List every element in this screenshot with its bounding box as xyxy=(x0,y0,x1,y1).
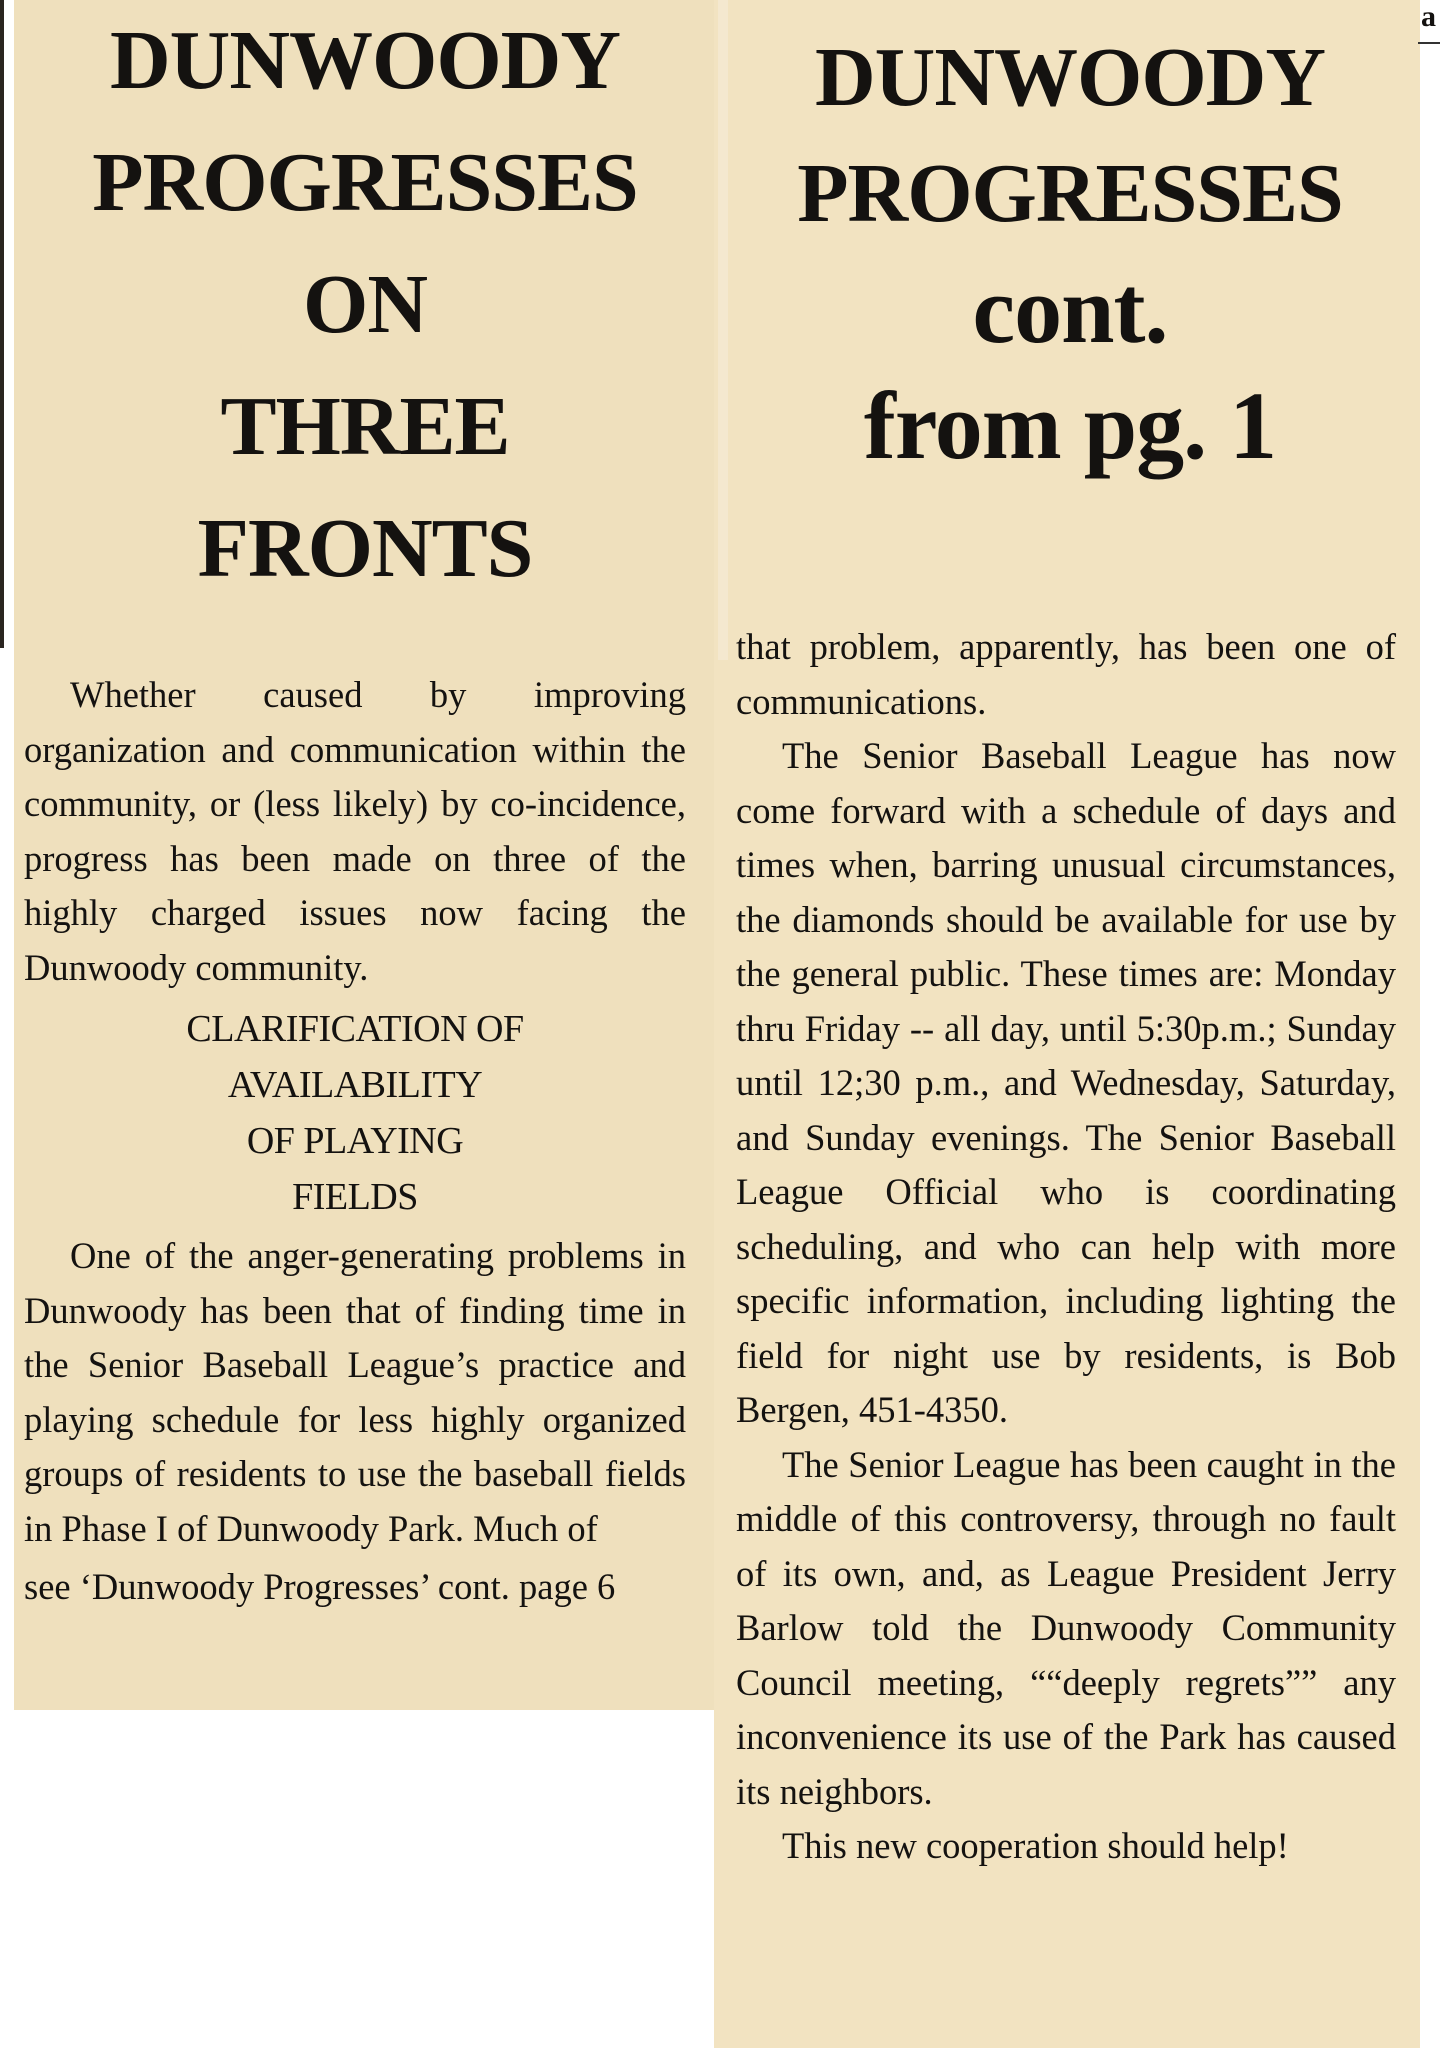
corner-rule xyxy=(1418,42,1440,44)
left-headline xyxy=(20,0,710,610)
closing-paragraph: This new cooperation should help! xyxy=(782,1825,1289,1866)
headline-line: ON xyxy=(303,258,427,351)
intro-paragraph: Whether caused by improving organization and communication within the community, or (less likely) by co-incidence, progress has been made on three of the highly charged issues now facing the Dunwoody community. xyxy=(24,674,686,988)
subhead-line: FIELDS xyxy=(292,1176,418,1218)
headline-line: FRONTS xyxy=(197,502,533,595)
continuation-note: see ‘Dunwoody Progresses’ cont. page 6 xyxy=(24,1566,616,1607)
section-subhead xyxy=(24,1001,686,1225)
right-headline xyxy=(730,20,1410,484)
subhead-line: AVAILABILITY xyxy=(227,1064,483,1106)
body-paragraph: The Senior League has been caught in the middle of this controversy, through no fault of its own, and, as League President Jerry Barlow told the Dunwoody Community Council meeting, ““deeply regrets”” any inconvenience its use of the Park has caused its neighbors. xyxy=(736,1443,1396,1812)
subhead-line: CLARIFICATION OF xyxy=(186,1008,524,1050)
continued-paragraph: that problem, apparently, has been one of communications. xyxy=(736,626,1396,722)
left-margin-rule xyxy=(0,0,4,648)
corner-letter: a xyxy=(1421,0,1436,33)
body-paragraph: The Senior Baseball League has now come forward with a schedule of days and times when, barring unusual circumstances, the diamonds should be available for use by the general public. These times are: Monday thru Friday -- all day, until 5:30p.m.; Sunday until 12;30 p.m., and Wednesday, Saturday, and Sunday evenings. The Senior Baseball League Official who is coordinating scheduling, and who can help with more specific information, including lighting the field for night use by residents, is Bob Bergen, 451-4350. xyxy=(736,735,1396,1430)
clipping-edge xyxy=(718,0,728,660)
headline-line: PROGRESSES xyxy=(797,147,1343,240)
headline-line: cont. xyxy=(972,256,1168,363)
headline-line: THREE xyxy=(220,380,510,473)
headline-line: from pg. 1 xyxy=(863,372,1277,479)
left-article-column xyxy=(24,668,686,1615)
headline-line: PROGRESSES xyxy=(92,136,638,229)
body-paragraph: One of the anger-generating problems in Dunwoody has been that of finding time in the Senior Baseball League’s practice and playing schedule for less highly organized groups of residents to use the baseball fields in Phase I of Dunwoody Park. Much of xyxy=(24,1235,686,1549)
subhead-line: OF PLAYING xyxy=(246,1120,464,1162)
headline-line: DUNWOODY xyxy=(110,14,620,107)
headline-line: DUNWOODY xyxy=(815,31,1325,124)
right-article-column xyxy=(736,620,1396,1874)
